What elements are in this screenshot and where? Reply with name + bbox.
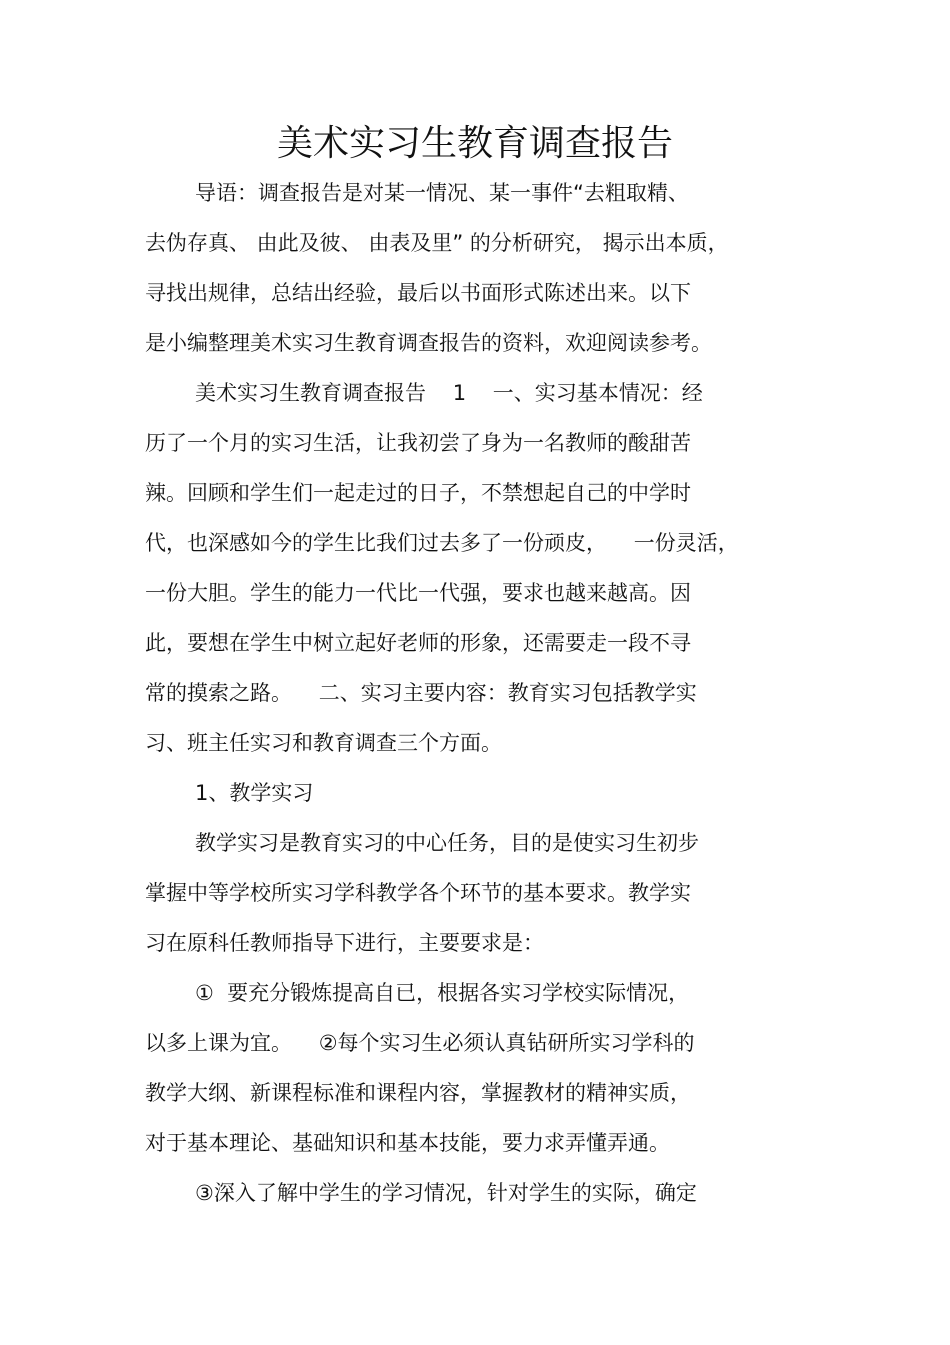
document-title: 美术实习生教育调查报告	[276, 123, 673, 164]
text-line: 习在原科任教师指导下进行，主要要求是：	[145, 931, 544, 955]
text-line: ③深入了解中学生的学习情况，针对学生的实际，确定	[195, 1181, 697, 1205]
text-line: 美术实习生教育调查报告 1 一、实习基本情况：经	[195, 381, 703, 405]
text-line: ① 要充分锻炼提高自已，根据各实习学校实际情况，	[195, 981, 690, 1005]
text-line: 一份大胆。学生的能力一代比一代强，要求也越来越高。因	[145, 581, 691, 605]
text-line: 教学实习是教育实习的中心任务，目的是使实习生初步	[195, 831, 699, 855]
text-line: 教学大纲、新课程标准和课程内容，掌握教材的精神实质，	[145, 1081, 691, 1105]
text-line: 是小编整理美术实习生教育调查报告的资料，欢迎阅读参考。	[145, 331, 712, 355]
text-line: 去伪存真、 由此及彼、 由表及里” 的分析研究， 揭示出本质，	[145, 231, 729, 255]
text-line: 寻找出规律，总结出经验，最后以书面形式陈述出来。以下	[145, 281, 691, 305]
text-line: 代，也深感如今的学生比我们过去多了一份顽皮， 一份灵活，	[145, 531, 739, 555]
text-line: 常的摸索之路。 二、实习主要内容：教育实习包括教学实	[145, 681, 697, 705]
text-line: 此，要想在学生中树立起好老师的形象，还需要走一段不寻	[145, 631, 691, 655]
text-line: 导语：调查报告是对某一情况、某一事件“去粗取精、	[195, 181, 689, 205]
text-line: 历了一个月的实习生活，让我初尝了身为一名教师的酸甜苦	[145, 431, 691, 455]
text-line: 对于基本理论、基础知识和基本技能，要力求弄懂弄通。	[145, 1131, 670, 1155]
text-line: 掌握中等学校所实习学科教学各个环节的基本要求。教学实	[145, 881, 691, 905]
text-line: 辣。回顾和学生们一起走过的日子，不禁想起自己的中学时	[145, 481, 691, 505]
section-heading: 1、教学实习	[195, 781, 314, 805]
text-line: 以多上课为宜。 ②每个实习生必须认真钻研所实习学科的	[145, 1031, 695, 1055]
text-line: 习、班主任实习和教育调查三个方面。	[145, 731, 502, 755]
